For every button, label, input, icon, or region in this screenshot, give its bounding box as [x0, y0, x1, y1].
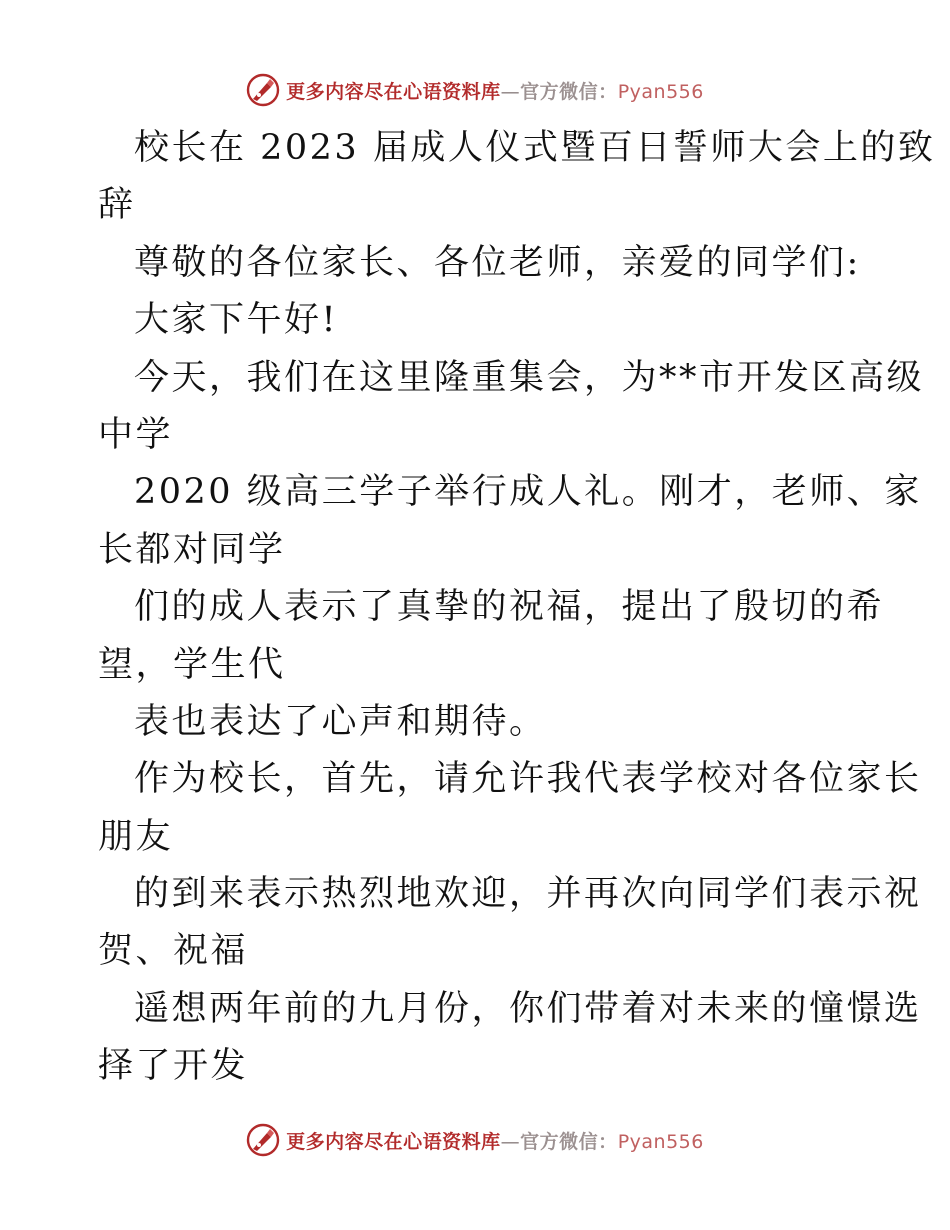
body-line: 辞	[98, 185, 136, 226]
body-line: 校长在 2023 届成人仪式暨百日誓师大会上的致	[134, 128, 936, 168]
header-text	[286, 77, 704, 104]
header-red-text: 更多内容尽在心语资料库	[286, 80, 501, 103]
body-line: 大家下午好!	[134, 300, 339, 341]
body-line: 们的成人表示了真挚的祝福，提出了殷切的希	[134, 587, 885, 628]
body-line: 中学	[98, 414, 174, 455]
header-dash: —	[500, 80, 521, 103]
body-line: 择了开发	[98, 1046, 249, 1087]
pen-logo-icon	[246, 73, 280, 107]
header-wechat-id: Pyan556	[617, 80, 704, 103]
body-line: 今天，我们在这里隆重集会，为**市开发区高级	[134, 357, 925, 398]
header-grey-text: 官方微信：	[520, 80, 618, 103]
body-line: 朋友	[98, 816, 174, 857]
footer-red-text: 更多内容尽在心语资料库	[286, 1130, 501, 1153]
body-line: 表也表达了心声和期待。	[134, 701, 547, 742]
footer-grey-text: 官方微信：	[520, 1130, 618, 1153]
body-line: 遥想两年前的九月份，你们带着对未来的憧憬选	[134, 988, 922, 1029]
footer-text	[286, 1127, 704, 1154]
footer-wechat-id: Pyan556	[617, 1130, 704, 1153]
body-line: 尊敬的各位家长、各位老师，亲爱的同学们:	[134, 242, 861, 283]
body-line: 2020 级高三学子举行成人礼。刚才，老师、家	[134, 472, 922, 513]
body-line: 长都对同学	[98, 529, 286, 570]
pen-logo-icon	[246, 1123, 280, 1157]
footer-dash: —	[500, 1130, 521, 1153]
body-line: 望，学生代	[98, 644, 286, 685]
footer-banner	[0, 1120, 950, 1160]
body-line: 贺、祝福	[98, 931, 249, 972]
document-body	[98, 120, 936, 1096]
body-line: 的到来表示热烈地欢迎，并再次向同学们表示祝	[134, 874, 922, 915]
body-line: 作为校长，首先，请允许我代表学校对各位家长	[134, 759, 922, 800]
header-banner	[0, 70, 950, 110]
